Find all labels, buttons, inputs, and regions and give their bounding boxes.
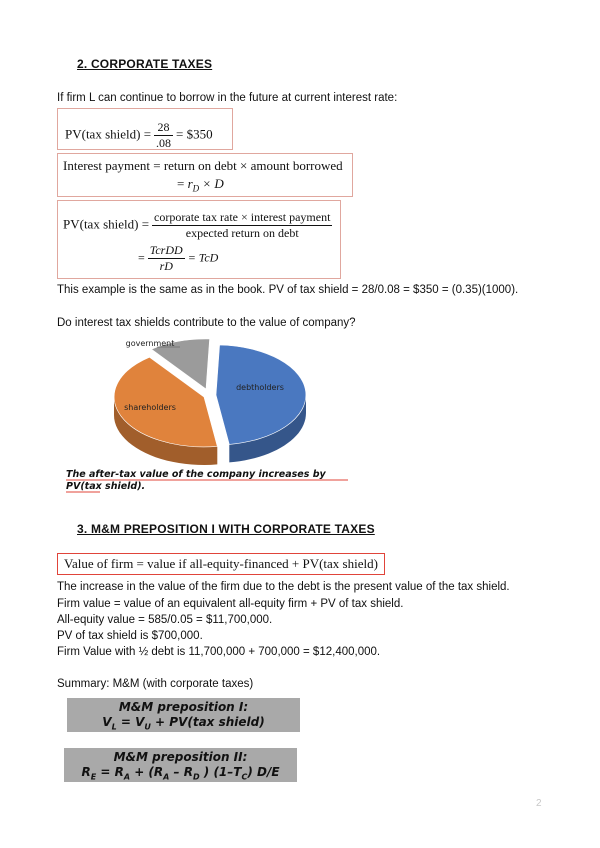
- eq3-frac2-denominator: rD: [159, 259, 173, 273]
- prop1-formula: $V_L = V_U + PV(tax$ shield): [102, 715, 265, 732]
- caption-underline: [66, 469, 366, 497]
- prop2-title: M&M preposition II:: [113, 750, 248, 764]
- question-text: Do interest tax shields contribute to the value of company?: [57, 317, 356, 329]
- mm-proposition-1-box: [67, 698, 300, 732]
- prop1-title: M&M preposition I:: [118, 700, 249, 714]
- mm-line-4: PV of tax shield is $700,000.: [57, 630, 203, 642]
- equation-tax-shield-derivation: [57, 200, 341, 279]
- example-text: This example is the same as in the book. PV of tax shield = 28/0.08 = $350 = (0.35)(1000).: [57, 284, 519, 296]
- eq1-lhs: PV(tax shield) =: [65, 126, 152, 142]
- mm-line-1: The increase in the value of the firm due to the debt is the present value of the tax shield.: [57, 581, 510, 593]
- eq3-frac2-numerator: TcrDD: [149, 243, 183, 257]
- pie-caption-text: The after-tax value of the company increases by PV(tax shield).: [66, 469, 326, 492]
- equation-interest-payment: [57, 153, 353, 197]
- summary-text: Summary: M&M (with corporate taxes): [57, 678, 254, 690]
- eq1-denominator: .08: [156, 136, 172, 150]
- eq1-numerator: 28: [154, 120, 173, 136]
- page-number: 2: [536, 798, 542, 809]
- eq2-line1: Interest payment = return on debt × amount borrowed: [63, 158, 343, 173]
- value-split-pie-chart: [110, 335, 310, 465]
- equation-pv-tax-shield: [57, 108, 233, 150]
- eq1-rhs: = $350: [176, 126, 213, 142]
- pie-label-debtholders: debtholders: [236, 383, 284, 392]
- section-3-heading: 3. M&M PREPOSITION I WITH CORPORATE TAXES: [77, 522, 375, 536]
- eq3-denominator: expected return on debt: [185, 226, 299, 240]
- section-2-heading: 2. CORPORATE TAXES: [77, 57, 213, 71]
- mm-line-3: All-equity value = 585/0.05 = $11,700,000.: [57, 614, 273, 626]
- mm-line-2: Firm value = value of an equivalent all-equity firm + PV of tax shield.: [57, 598, 404, 610]
- eq3-numerator: corporate tax rate × interest payment: [154, 210, 331, 224]
- prop2-formula: $R_E = R_A + (R_A - R_D$ ) $(1-T_C)$ D/E: [81, 765, 280, 782]
- mm-proposition-2-box: [64, 748, 297, 782]
- pie-label-shareholders: shareholders: [124, 403, 176, 412]
- eq3-lhs: PV(tax shield) =: [63, 216, 150, 232]
- mm-line-5: Firm Value with ½ debt is 11,700,000 + 700,000 = $12,400,000.: [57, 646, 381, 658]
- pie-label-government: government: [125, 339, 175, 348]
- eq2-line2: = $r_D \times D$: [177, 176, 224, 194]
- firm-value-equation: Value of firm = value if all-equity-financed + PV(tax shield): [57, 553, 385, 575]
- eq3-equals: =: [138, 250, 145, 265]
- eq3-rhs: = TcD: [187, 250, 219, 265]
- intro-text: If firm L can continue to borrow in the future at current interest rate:: [57, 92, 398, 104]
